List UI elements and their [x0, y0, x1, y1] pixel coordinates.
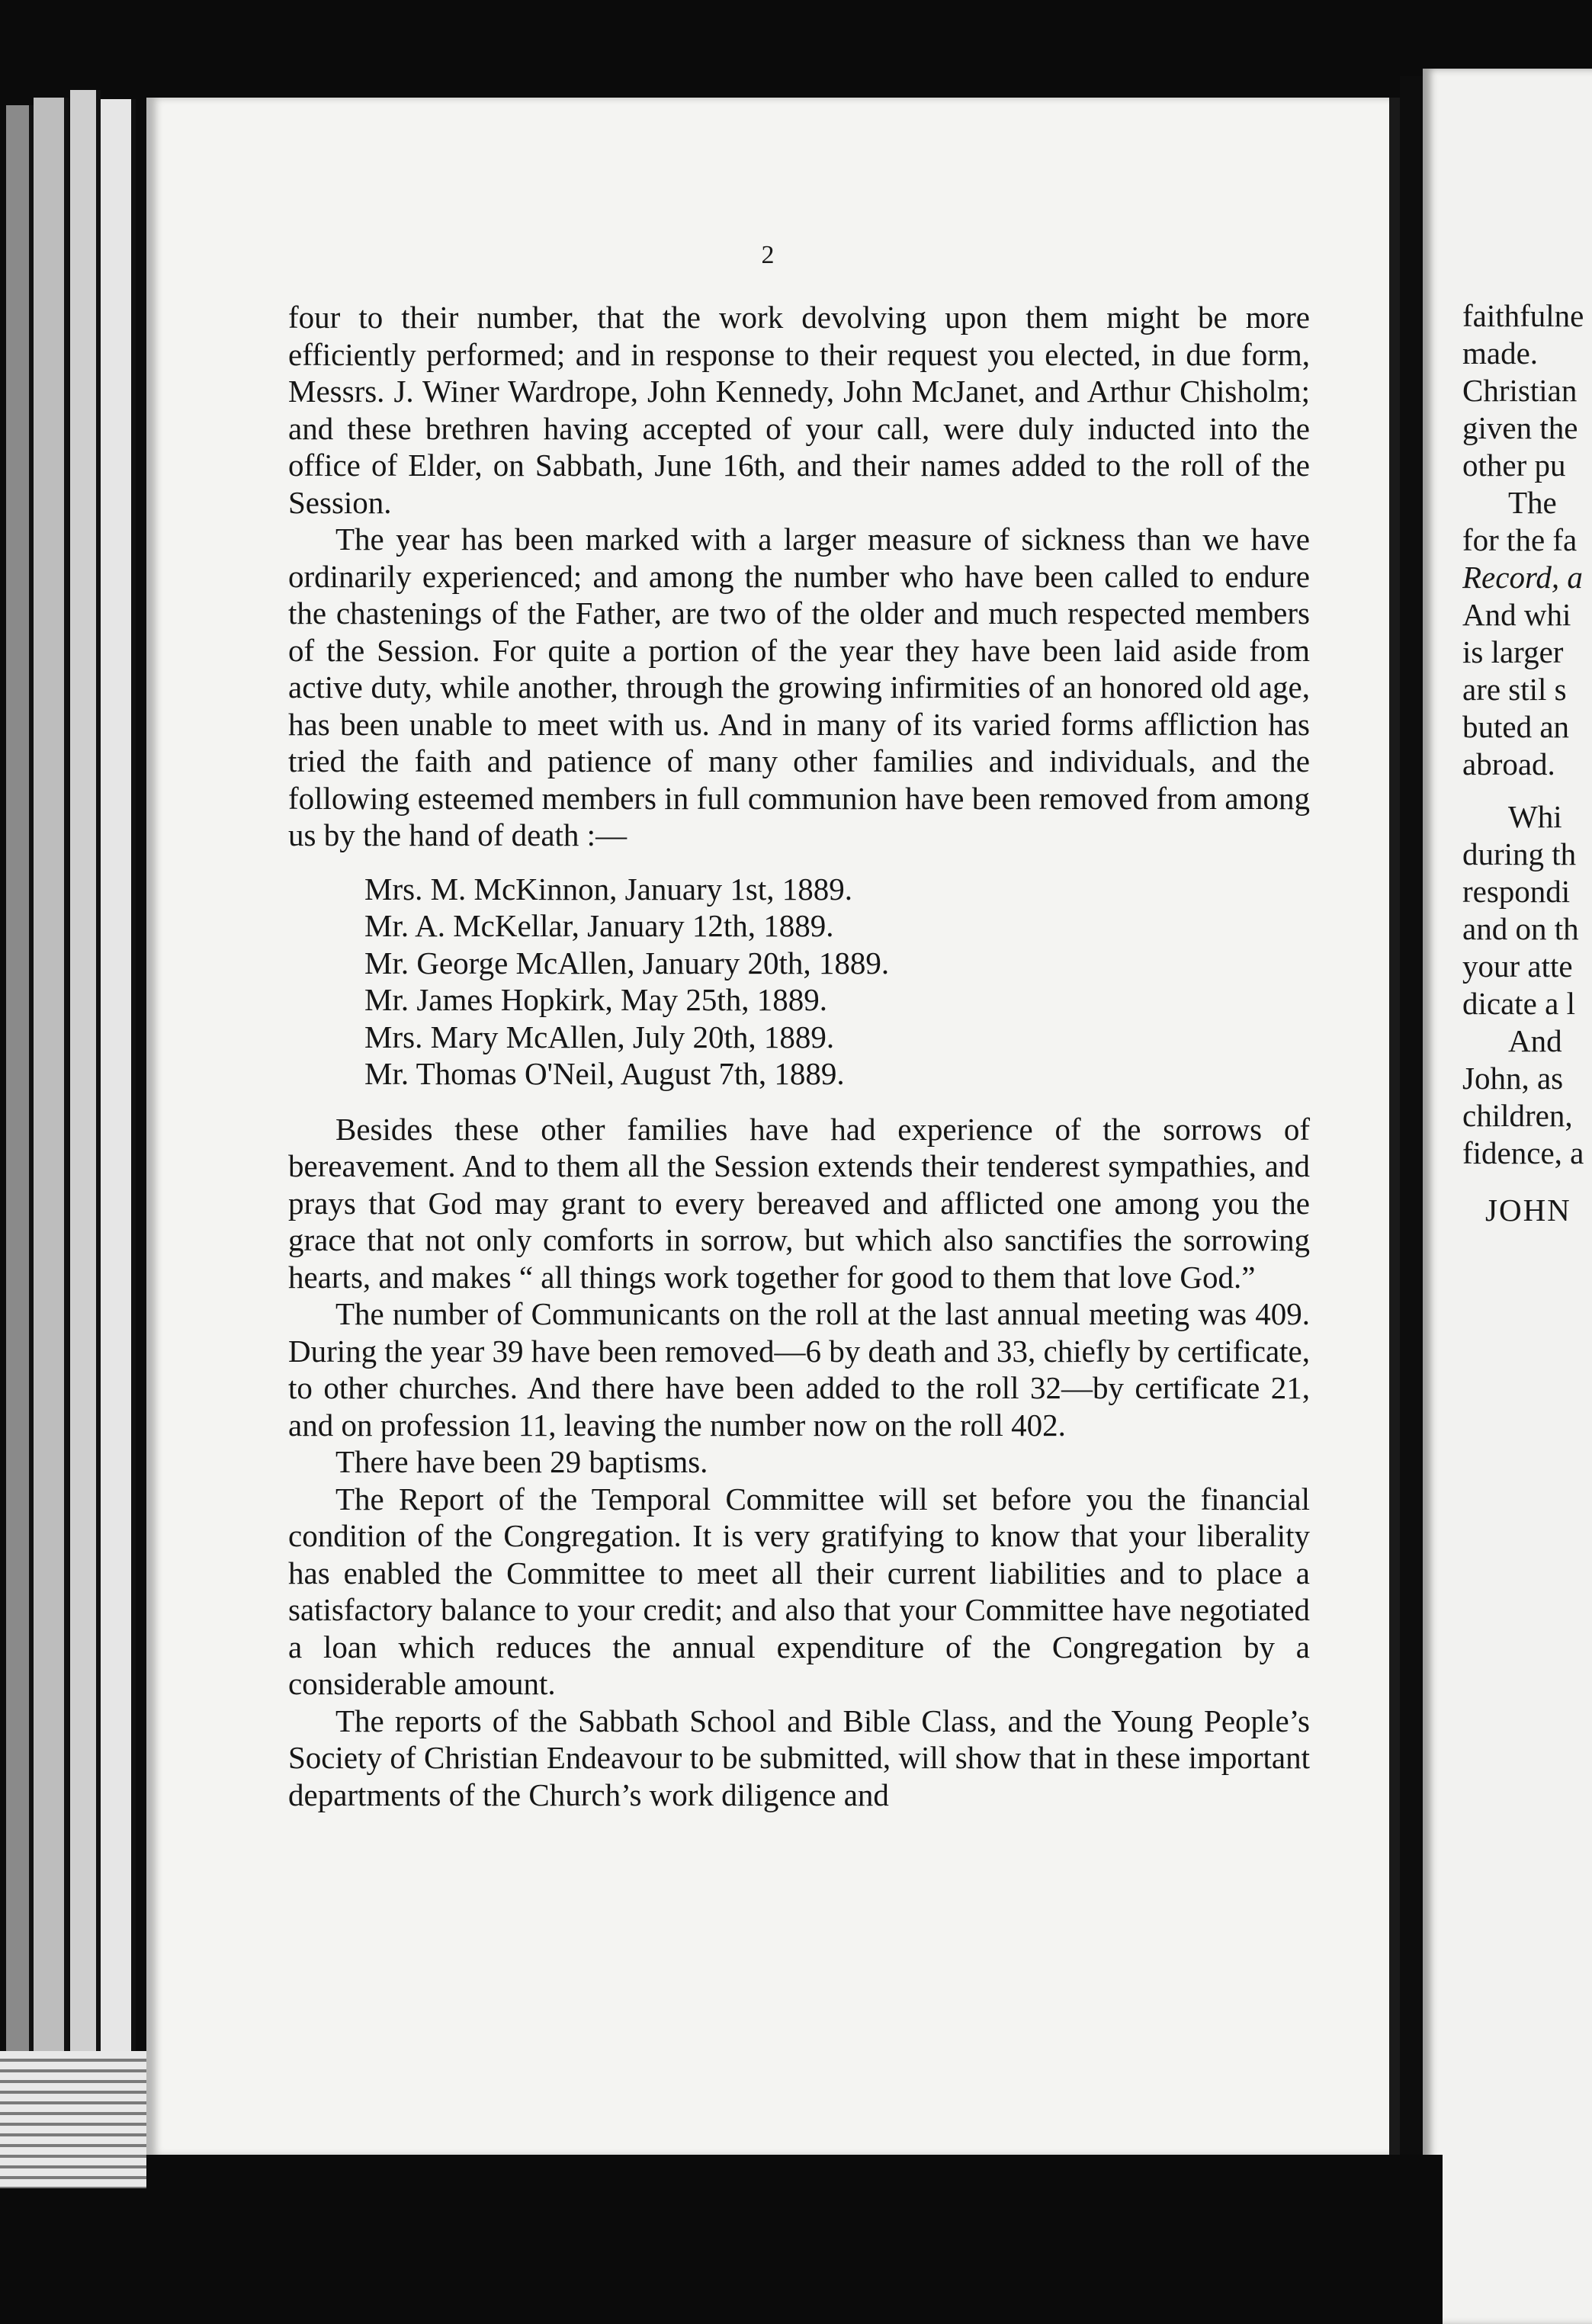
paragraph: The Report of the Temporal Committee will set before you the financial condition of the Congregation. It is very gratifying to know that your liberality has enabled the Committee to meet all their current liabilities and to place a satisfactory balance to your credit; and also that your Committee have negotiated a loan which reduces the annual expenditure of the Congregation by a considerable amount. — [288, 1481, 1310, 1701]
text-line: Christian — [1462, 373, 1578, 408]
page-body — [288, 299, 1310, 1813]
paragraph: The year has been marked with a larger measure of sickness than we have ordinarily experienced; and among the number who have been called to endure the chastenings of the Father, are two of the older and much respected members of the Session. For quite a portion of the year they have been laid aside from active duty, while another, through the growing infirmities of an honored old age, has been unable to meet with us. And in many of its varied forms affliction has tried the faith and patience of many other families and individuals, and the following esteemed members in full communion have been removed from among us by the hand of death :— — [288, 522, 1310, 852]
text-line: fidence, a — [1462, 1135, 1584, 1170]
list-item: Mrs. M. McKinnon, January 1st, 1889. — [364, 871, 853, 907]
paragraph: four to their number, that the work devolving upon them might be more efficiently performed; and in response to their request you elected, in due form, Messrs. J. Winer Wardrope, John Kennedy, John McJanet, and Arthur Chisholm; and these brethren having accepted of your call, were duly inducted into the office of Elder, on Sabbath, June 16th, and their names added to the roll of the Session. — [288, 300, 1310, 520]
text-line: And — [1508, 1023, 1562, 1058]
paragraph: The reports of the Sabbath School and Bible Class, and the Young People’s Society of Christian Endeavour to be submitted, will show that in these important departments of the Church’s work diligence and — [288, 1703, 1310, 1812]
right-page — [1423, 69, 1592, 2324]
book-gutter — [1400, 76, 1423, 2324]
list-item: Mrs. Mary McAllen, July 20th, 1889. — [364, 1019, 835, 1054]
text-line: during th — [1462, 836, 1577, 872]
text-line: are stil s — [1462, 672, 1567, 707]
text-line: John, as — [1462, 1061, 1564, 1096]
text-line: for the fa — [1462, 522, 1578, 557]
text-line: given the — [1462, 410, 1578, 445]
text-line: abroad. — [1462, 746, 1555, 782]
text-line: The — [1508, 485, 1557, 520]
paragraph: Besides these other families have had experience of the sorrows of bereavement. And to them all the Session extends their tenderest sympathies, and prays that God may grant to every bereaved and afflicted one among you the grace that not only comforts in sorrow, but which also sanctifies the sorrowing hearts, and makes “ all things work together for good to them that love God.” — [288, 1111, 1310, 1295]
facing-page-text — [1462, 297, 1592, 1229]
text-line: and on th — [1462, 911, 1579, 946]
left-page — [146, 98, 1400, 2156]
list-item: Mr. A. McKellar, January 12th, 1889. — [364, 908, 834, 943]
text-line: buted an — [1462, 709, 1570, 744]
page-number: 2 — [761, 241, 775, 269]
list-item: Mr. James Hopkirk, May 25th, 1889. — [364, 982, 827, 1017]
list-item: Mr. Thomas O'Neil, August 7th, 1889. — [364, 1056, 845, 1091]
text-line: And whi — [1462, 597, 1571, 632]
text-line: respondi — [1462, 874, 1571, 909]
text-line: Whi — [1508, 799, 1562, 834]
scan-bottom-edge — [146, 2155, 1443, 2324]
text-line: made. — [1462, 335, 1539, 371]
text-line: other pu — [1462, 448, 1566, 483]
page-edge — [101, 99, 136, 2158]
page-stack-edge — [0, 90, 152, 2271]
paragraph: There have been 29 baptisms. — [335, 1444, 708, 1479]
text-line: dicate a l — [1462, 986, 1575, 1021]
text-line: children, — [1462, 1098, 1573, 1133]
text-line: Record, a — [1462, 560, 1583, 595]
paragraph: The number of Communicants on the roll at the last annual meeting was 409. During the year 39 have been removed—6 by death and 33, chiefly by certificate, to other churches. And there have been added to the roll 32—by certificate 21, and on profession 11, leaving the number now on the roll 402. — [288, 1296, 1310, 1443]
page-edge — [70, 90, 101, 2164]
text-line: faithfulne — [1462, 298, 1584, 333]
page-edge — [34, 98, 69, 2149]
text-line: your atte — [1462, 949, 1573, 984]
signature-text: JOHN — [1485, 1192, 1571, 1228]
page-edge — [6, 105, 34, 2118]
deceased-list — [288, 871, 1310, 1093]
list-item: Mr. George McAllen, January 20th, 1889. — [364, 945, 890, 981]
text-line: is larger — [1462, 634, 1564, 669]
